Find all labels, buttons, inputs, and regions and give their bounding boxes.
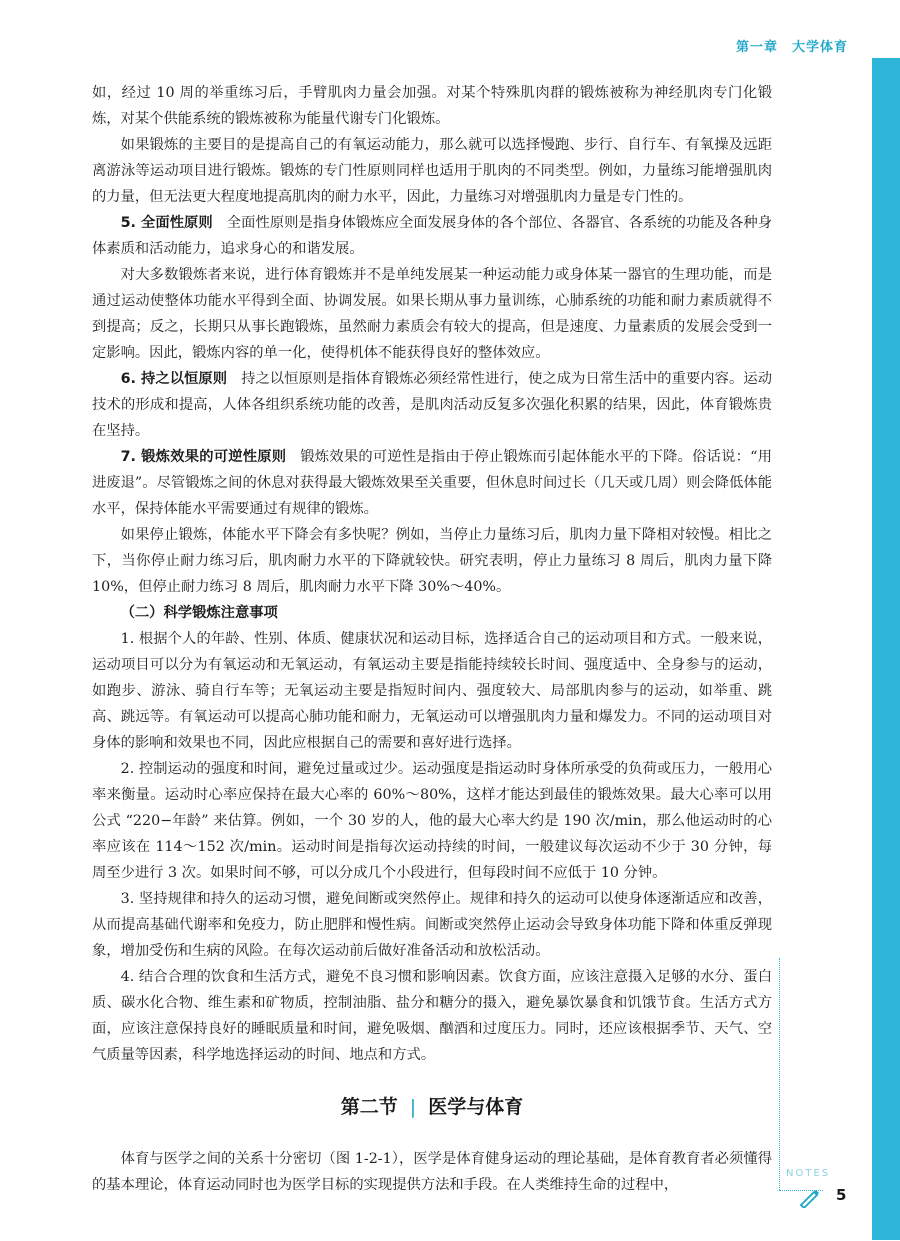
paragraph: 体育与医学之间的关系十分密切（图 1-2-1），医学是体育健身运动的理论基础，是体育教育者必须懂得的基本理论，体育运动同时也为医学目标的实现提供方法和手段。在人类维持生命的过程中， — [92, 1151, 772, 1193]
chapter-tab-bar — [872, 40, 900, 1240]
list-item: 2. 控制运动的强度和时间，避免过量或过少。运动强度是指运动时身体所承受的负荷或压力，一般用心率来衡量。运动时心率应保持在最大心率的 60%～80%，这样才能达到最佳的锻炼效果。最大心率可以用公式 “220−年龄” 来估算。例如，一个 30 岁的人，他的最大心率大约是 190 次/min，那么他运动时的心率应该在 114～152 次/min。运动时间是指每次运动持续的时间，一般建议每次运动不少于 30 分钟，每周至少进行 3 次。如果时间不够，可以分成几个小段进行，但每段时间不应低于 10 分钟。 — [92, 761, 772, 881]
chapter-title: 大学体育 — [791, 40, 848, 55]
paragraph: 全面性原则是指身体锻炼应全面发展身体的各个部位、各器官、各系统的功能及各种身体素质和活动能力，追求身心的和谐发展。 — [92, 215, 773, 257]
subsection-heading: （二）科学锻炼注意事项 — [120, 605, 278, 621]
paragraph: 如果锻炼的主要目的是提高自己的有氧运动能力，那么就可以选择慢跑、步行、自行车、有氧操及远距离游泳等运动项目进行锻炼。锻炼的专门性原则同样也适用于肌肉的不同类型。例如，力量练习能增强肌肉的力量，但无法更大程度地提高肌肉的耐力水平，因此，力量练习对增强肌肉力量是专门性的。 — [92, 137, 772, 205]
notes-margin-line — [779, 958, 780, 1190]
list-item: 1. 根据个人的年龄、性别、体质、健康状况和运动目标，选择适合自己的运动项目和方式。一般来说，运动项目可以分为有氧运动和无氧运动，有氧运动主要是指能持续较长时间、强度适中、全身参与的运动，如跑步、游泳、骑自行车等；无氧运动主要是指短时间内、强度较大、局部肌肉参与的运动，如举重、跳高、跳远等。有氧运动可以提高心肺功能和耐力，无氧运动可以增强肌肉力量和爆发力。不同的运动项目对身体的影响和效果也不同，因此应根据自己的需要和喜好进行选择。 — [92, 631, 772, 751]
principle-heading: 7. 锻炼效果的可逆性原则 — [120, 449, 287, 465]
section-number: 第二节 — [340, 1096, 398, 1118]
paragraph: 对大多数锻炼者来说，进行体育锻炼并不是单纯发展某一种运动能力或身体某一器官的生理功能，而是通过运动使整体功能水平得到全面、协调发展。如果长期从事力量训练，心肺系统的功能和耐力素质就得不到提高；反之，长期只从事长跑锻炼，虽然耐力素质会有较大的提高，但是速度、力量素质的发展会受到一定影响。因此，锻炼内容的单一化，使得机体不能获得良好的整体效应。 — [92, 267, 772, 361]
list-item: 4. 结合合理的饮食和生活方式，避免不良习惯和影响因素。饮食方面，应该注意摄入足够的水分、蛋白质、碳水化合物、维生素和矿物质，控制油脂、盐分和糖分的摄入，避免暴饮暴食和饥饿节食。生活方式方面，应该注意保持良好的睡眠质量和时间，避免吸烟、酗酒和过度压力。同时，还应该根据季节、天气、空气质量等因素，科学地选择运动的时间、地点和方式。 — [92, 969, 772, 1063]
notes-label: NOTES — [786, 1168, 831, 1179]
section-separator: | — [409, 1096, 417, 1118]
principle-comprehensive — [92, 210, 772, 262]
section-name: 医学与体育 — [428, 1096, 524, 1118]
chapter-label: 第一章 — [735, 40, 778, 55]
principle-reversibility — [92, 444, 772, 522]
pen-icon — [798, 1186, 822, 1208]
principle-heading: 5. 全面性原则 — [120, 215, 213, 231]
paragraph: 锻炼效果的可逆性是指由于停止锻炼而引起体能水平的下降。俗话说：“用进废退”。尽管锻炼之间的休息对获得最大锻炼效果至关重要，但休息时间过长（几天或几周）则会降低体能水平，保持体能水平需要通过有规律的锻炼。 — [92, 449, 772, 517]
paragraph: 持之以恒原则是指体育锻炼必须经常性进行，使之成为日常生活中的重要内容。运动技术的形成和提高，人体各组织系统功能的改善，是肌肉活动反复多次强化积累的结果，因此，体育锻炼贵在坚持。 — [92, 371, 772, 439]
page-number: 5 — [836, 1186, 847, 1204]
paragraph: 如果停止锻炼，体能水平下降会有多快呢？例如，当停止力量练习后，肌肉力量下降相对较慢。相比之下，当你停止耐力练习后，肌肉耐力水平的下降就较快。研究表明，停止力量练习 8 周后，肌肉力量下降 10%，但停止耐力练习 8 周后，肌肉耐力水平下降 30%～40%。 — [92, 527, 772, 595]
principle-heading: 6. 持之以恒原则 — [120, 371, 228, 387]
list-item: 3. 坚持规律和持久的运动习惯，避免间断或突然停止。规律和持久的运动可以使身体逐渐适应和改善，从而提高基础代谢率和免疫力，防止肥胖和慢性病。间断或突然停止运动会导致身体功能下降和体重反弹现象，增加受伤和生病的风险。在每次运动前后做好准备活动和放松活动。 — [92, 891, 772, 959]
running-header — [736, 36, 848, 55]
section-title — [92, 1094, 772, 1120]
page-body — [92, 80, 772, 1198]
paragraph: 如，经过 10 周的举重练习后，手臂肌肉力量会加强。对某个特殊肌肉群的锻炼被称为神经肌肉专门化锻炼，对某个供能系统的锻炼被称为能量代谢专门化锻炼。 — [92, 85, 772, 127]
principle-persistence — [92, 366, 772, 444]
